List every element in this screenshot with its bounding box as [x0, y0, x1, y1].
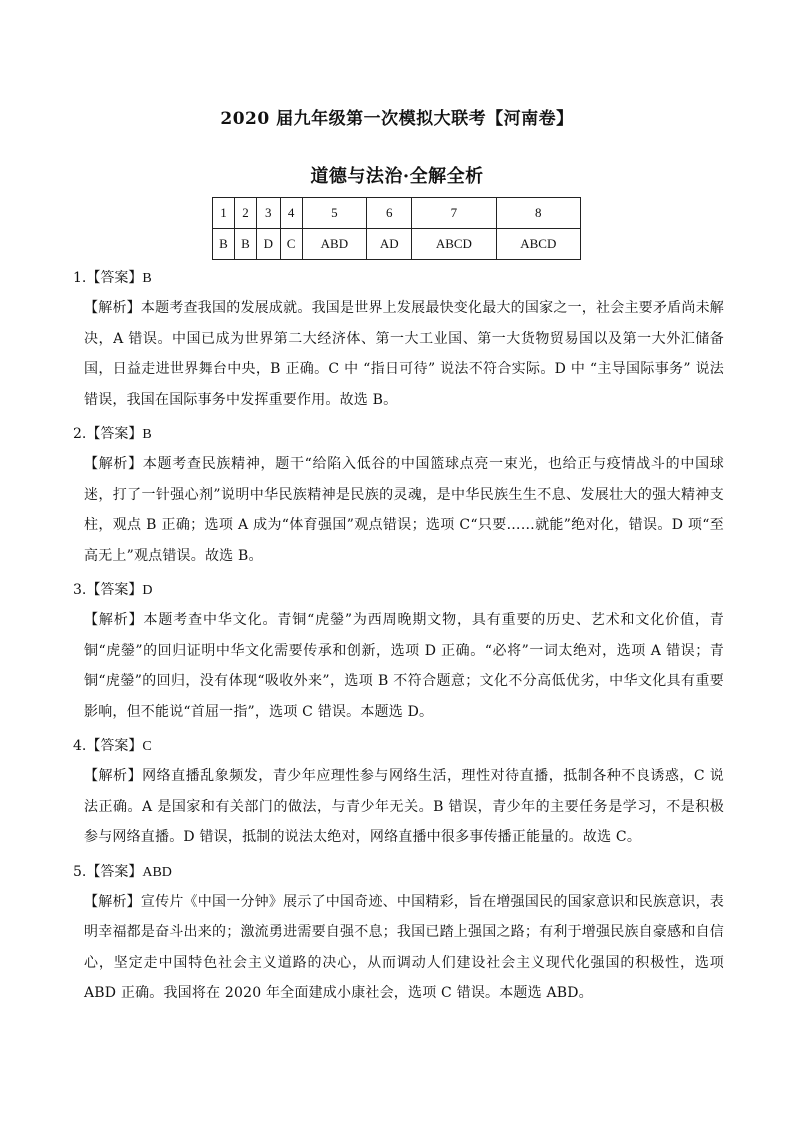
question-item-1	[73, 263, 724, 415]
table-cell: 5	[302, 198, 367, 229]
table-cell: ABCD	[496, 229, 580, 260]
answer-label: 1.【答案】	[73, 270, 143, 286]
table-cell: 8	[496, 198, 580, 229]
table-cell: 2	[234, 198, 256, 229]
answer-value: B	[142, 427, 152, 442]
analysis-list	[73, 263, 724, 1013]
analysis-text: 【解析】宣传片《中国一分钟》展示了中国奇迹、中国精彩，旨在增强国民的国家意识和民族意识，表明幸福都是奋斗出来的；激流勇进需要自强不息；我国已踏上强国之路；有利于增强民族自豪感和自信心，坚定走中国特色社会主义道路的决心，从而调动人们建设社会主义现代化强国的积极性，选项 ABD 正确。我国将在 2020 年全面建成小康社会，选项 C 错误。本题选 ABD。	[84, 893, 724, 1001]
table-cell: ABCD	[412, 229, 496, 260]
analysis-text: 【解析】本题考查中华文化。青铜“虎鎣”为西周晚期文物，具有重要的历史、艺术和文化价值，青铜“虎鎣”的回归证明中华文化需要传承和创新，选项 D 正确。“必将”一词太绝对，选项 A 错误；青铜“虎鎣”的回归，没有体现“吸收外来”，选项 B 不符合题意；文化不分高低优劣，中华文化具有重要影响，但不能说“首屈一指”，选项 C 错误。本题选 D。	[84, 612, 724, 720]
question-item-4	[73, 731, 724, 853]
table-cell: B	[213, 229, 235, 260]
answer-label: 3.【答案】	[73, 582, 143, 598]
answer-line	[73, 263, 713, 293]
answer-line	[73, 575, 713, 605]
answer-line	[73, 419, 713, 449]
answer-label: 4.【答案】	[73, 738, 143, 754]
answer-value: B	[142, 271, 152, 286]
table-cell: 7	[412, 198, 496, 229]
table-cell: 4	[280, 198, 302, 229]
answer-line	[73, 857, 713, 887]
answer-value: D	[142, 583, 153, 598]
table-cell: 1	[213, 198, 235, 229]
question-item-5	[73, 857, 724, 1009]
question-number-row	[213, 198, 581, 229]
analysis-text: 【解析】网络直播乱象频发，青少年应理性参与网络生活，理性对待直播，抵制各种不良诱惑，C 说法正确。A 是国家和有关部门的做法，与青少年无关。B 错误，青少年的主要任务是学习，不是积极参与网络直播。D 错误，抵制的说法太绝对，网络直播中很多事传播正能量的。故选 C。	[84, 768, 724, 845]
table-cell: 6	[367, 198, 412, 229]
table-cell: 3	[256, 198, 280, 229]
subject-subtitle: 道德与法治·全解全析	[310, 166, 484, 187]
table-cell: B	[234, 229, 256, 260]
answer-value: ABD	[142, 864, 172, 880]
exam-title: 2020 届九年级第一次模拟大联考【河南卷】	[220, 109, 574, 129]
answer-line	[73, 731, 713, 761]
table-cell: C	[280, 229, 302, 260]
answer-value: C	[142, 739, 152, 754]
answer-key-table	[212, 197, 581, 260]
question-item-2	[73, 419, 724, 571]
answer-label: 2.【答案】	[73, 426, 143, 442]
table-cell: AD	[367, 229, 412, 260]
answer-label: 5.【答案】	[73, 863, 143, 880]
table-cell: D	[256, 229, 280, 260]
table-cell: ABD	[302, 229, 367, 260]
analysis-text: 【解析】本题考查民族精神，题干“给陷入低谷的中国篮球点亮一束光，也给正与疫情战斗的中国球迷，打了一针强心剂”说明中华民族精神是民族的灵魂，是中华民族生生不息、发展壮大的强大精神支柱，观点 B 正确；选项 A 成为“体育强国”观点错误；选项 C“只要……就能”绝对化，错误。D 项“至高无上”观点错误。故选 B。	[84, 456, 724, 564]
question-item-3	[73, 575, 724, 727]
answer-row	[213, 229, 581, 260]
analysis-text: 【解析】本题考查我国的发展成就。我国是世界上发展最快变化最大的国家之一，社会主要矛盾尚未解决，A 错误。中国已成为世界第二大经济体、第一大工业国、第一大货物贸易国以及第一大外汇储备国，日益走进世界舞台中央，B 正确。C 中 “指日可待” 说法不符合实际。D 中 “主导国际事务” 说法错误，我国在国际事务中发挥重要作用。故选 B。	[84, 300, 724, 408]
